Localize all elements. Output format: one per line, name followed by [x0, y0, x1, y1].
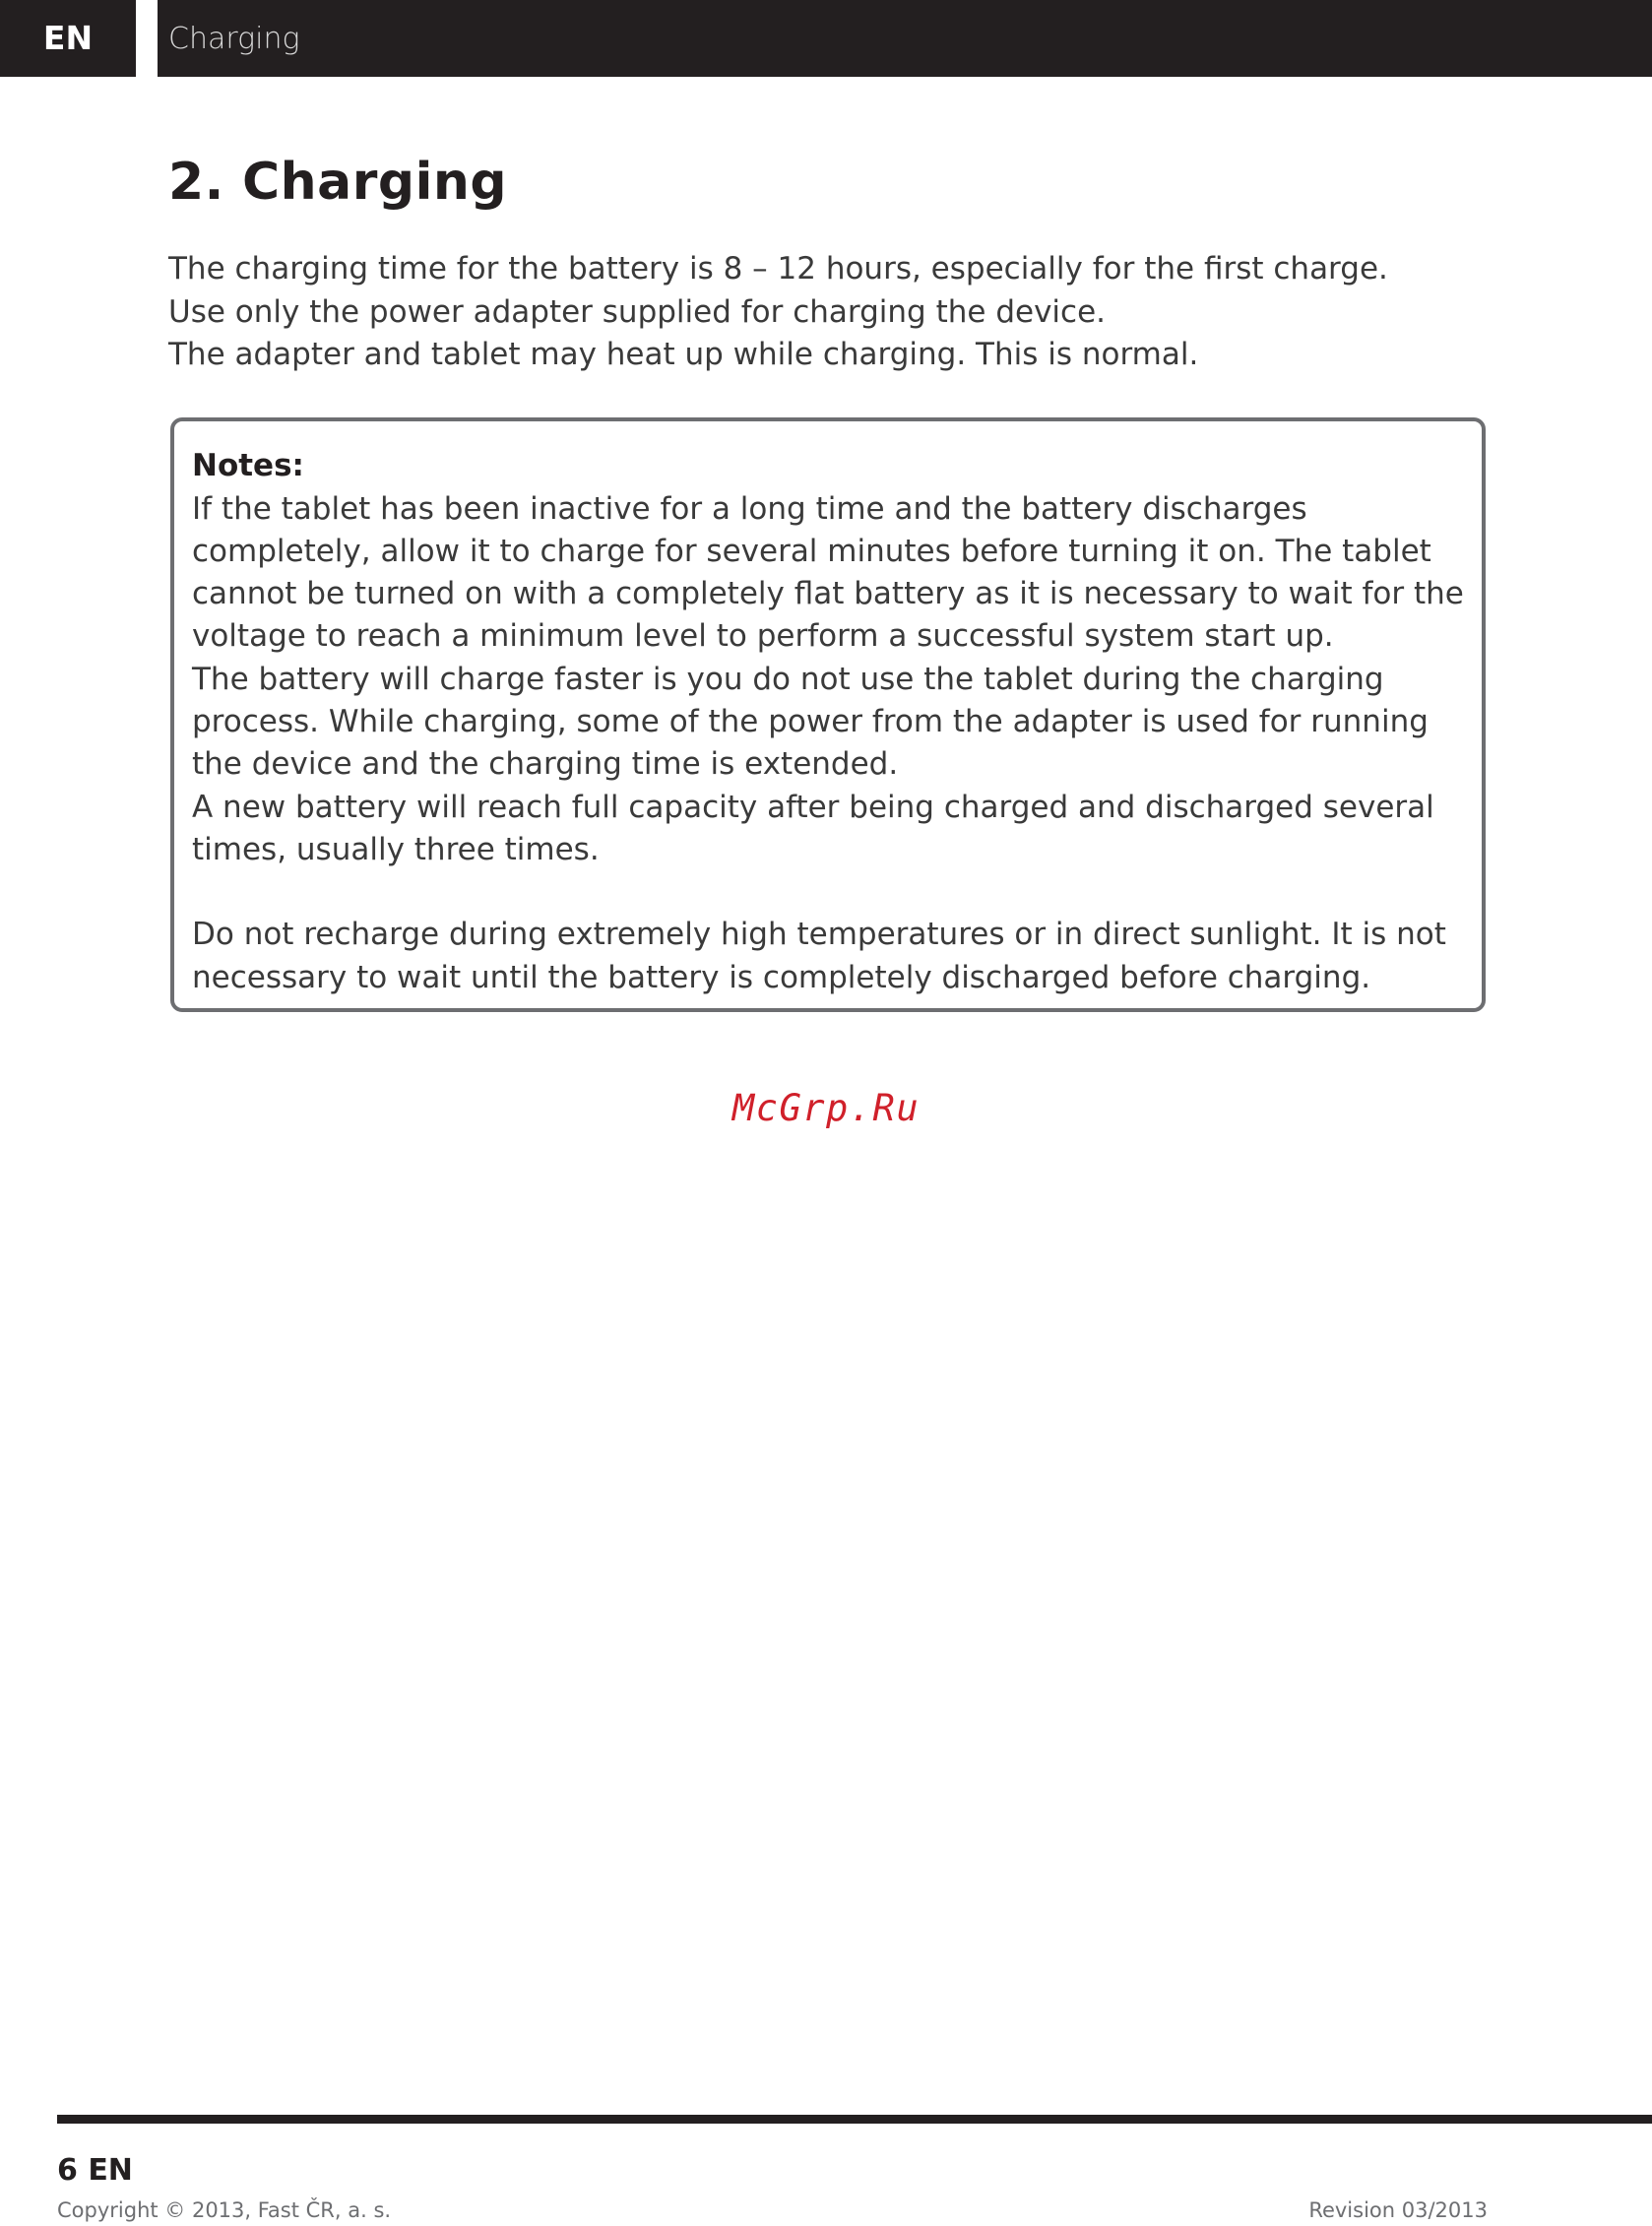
header-divider [136, 0, 158, 77]
intro-text [168, 248, 1497, 377]
notes-paragraph: Do not recharge during extremely high temperatures or in direct sunlight. It is not necessary to wait until the battery is completely discharged before charging. [192, 917, 1446, 995]
notes-paragraph: A new battery will reach full capacity after being charged and discharged several times, usually three times. [192, 789, 1434, 867]
intro-line: Use only the power adapter supplied for charging the device. [168, 293, 1106, 330]
revision-text: Revision 03/2013 [1308, 2198, 1488, 2222]
intro-line: The adapter and tablet may heat up while charging. This is normal. [168, 337, 1199, 372]
copyright-text: Copyright © 2013, Fast ČR, a. s. [57, 2198, 392, 2222]
notes-box [170, 417, 1486, 1012]
header-section-title: Charging [168, 22, 300, 56]
section-number: 2. [168, 153, 224, 212]
language-tab: EN [0, 0, 136, 77]
footer-divider [57, 2115, 1652, 2124]
notes-body [192, 488, 1464, 1000]
watermark: McGrp.Ru [731, 1087, 921, 1129]
page-number: 6 EN [57, 2153, 133, 2188]
page-title [168, 153, 507, 212]
notes-paragraph: The battery will charge faster is you do not use the tablet during the charging process. While charging, some of the power from the adapter is used for running the device and the charging time is extended. [192, 661, 1429, 783]
section-title-text: Charging [241, 153, 508, 212]
notes-paragraph: If the tablet has been inactive for a long time and the battery discharges completely, allow it to charge for several minutes before turning it on. The tablet cannot be turned on with a completely flat battery as it is necessary to wait for the voltage to reach a minimum level to perform a successful system start up. [192, 490, 1464, 655]
notes-title: Notes: [192, 448, 304, 483]
intro-line: The charging time for the battery is 8 – 12 hours, especially for the first charge. [168, 251, 1388, 286]
